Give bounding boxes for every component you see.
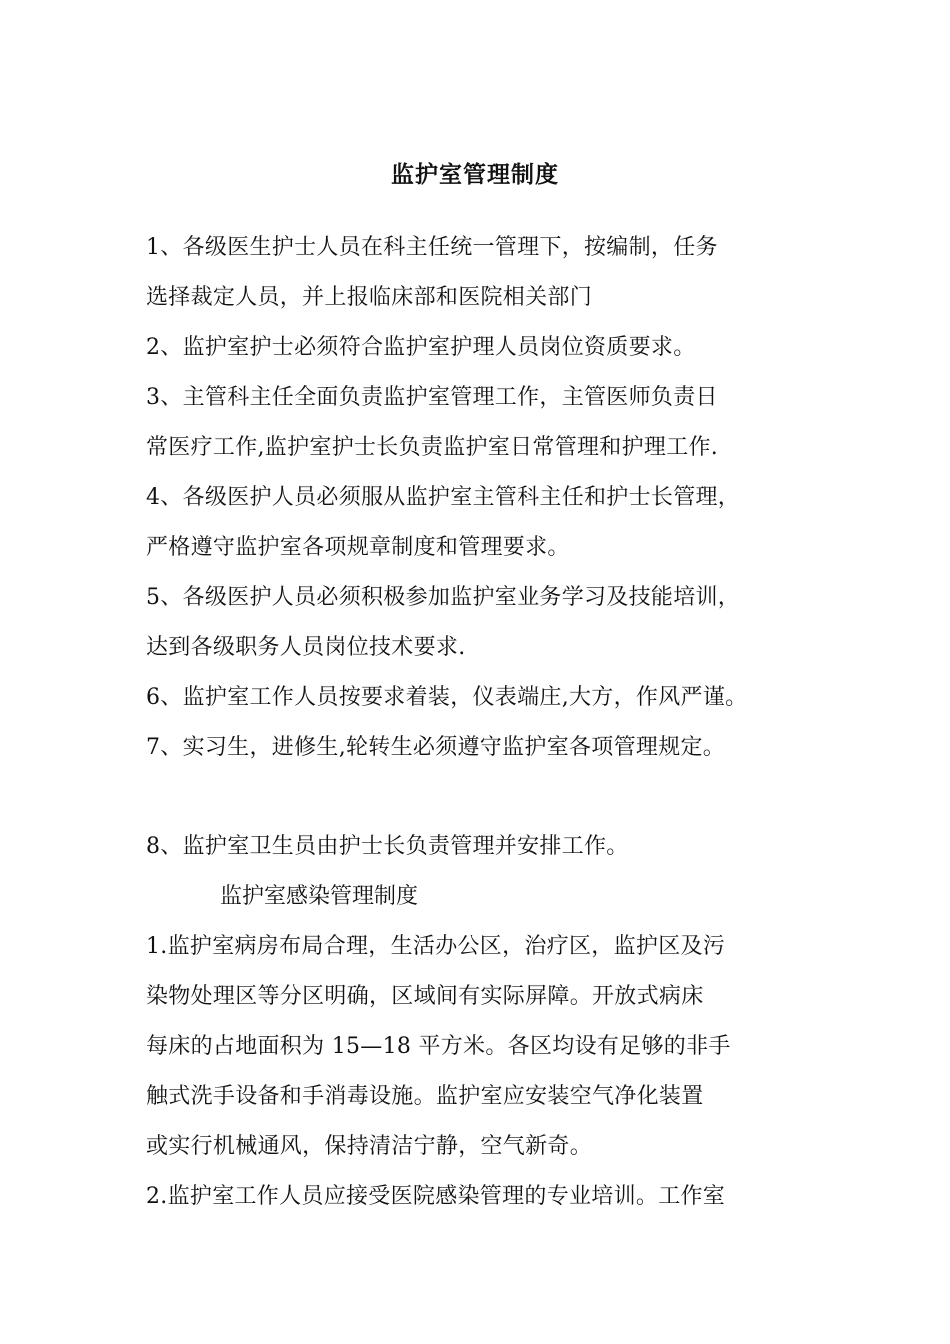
- document-title: 监护室管理制度: [391, 161, 559, 188]
- paragraph-line: 2.监护室工作人员应接受医院感染管理的专业培训。工作室: [146, 1184, 726, 1209]
- paragraph-line: 每床的占地面积为 15—18 平方米。各区均设有足够的非手: [146, 1034, 731, 1059]
- paragraph-line: 触式洗手设备和手消毒设施。监护室应安装空气净化装置: [146, 1084, 704, 1109]
- paragraph-line: 常医疗工作,监护室护士长负责监护室日常管理和护理工作.: [146, 435, 719, 460]
- paragraph-line: 2、监护室护士必须符合监护室护理人员岗位资质要求。: [146, 335, 696, 360]
- paragraph-line: 6、监护室工作人员按要求着装，仪表端庄,大方，作风严谨。: [146, 685, 748, 710]
- paragraph-line: 选择裁定人员，并上报临床部和医院相关部门: [146, 285, 593, 310]
- paragraph-line: 达到各级职务人员岗位技术要求.: [146, 635, 466, 660]
- paragraph-line: 4、各级医护人员必须服从监护室主管科主任和护士长管理，: [146, 485, 741, 510]
- paragraph-line: 8、监护室卫生员由护士长负责管理并安排工作。: [146, 834, 629, 859]
- paragraph-line: 3、主管科主任全面负责监护室管理工作，主管医师负责日: [146, 385, 718, 410]
- paragraph-line: 5、各级医护人员必须积极参加监护室业务学习及技能培训，: [146, 585, 741, 610]
- section-subtitle: 监护室感染管理制度: [220, 884, 419, 909]
- paragraph-line: 严格遵守监护室各项规章制度和管理要求。: [146, 535, 570, 560]
- paragraph-line: 1.监护室病房布局合理，生活办公区，治疗区，监护区及污: [146, 934, 726, 959]
- paragraph-line: 或实行机械通风，保持清洁宁静，空气新奇。: [146, 1134, 593, 1159]
- paragraph-line: 染物处理区等分区明确，区域间有实际屏障。开放式病床: [146, 984, 704, 1009]
- paragraph-line: 7、实习生，进修生,轮转生必须遵守监护室各项管理规定。: [146, 735, 726, 760]
- paragraph-line: 1、各级医生护士人员在科主任统一管理下，按编制，任务: [146, 235, 718, 260]
